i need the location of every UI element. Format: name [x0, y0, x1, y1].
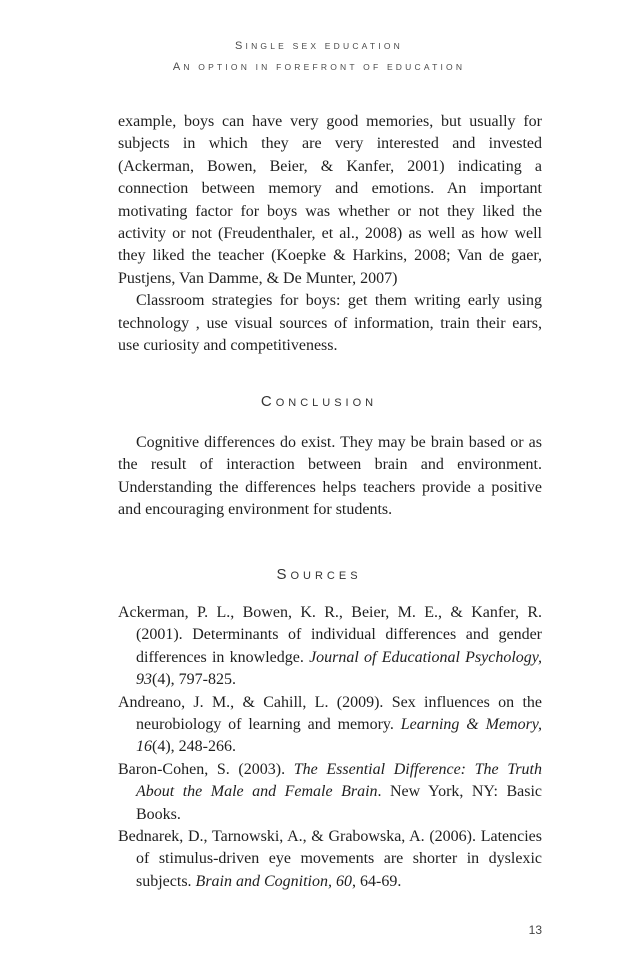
- reference-item: Bednarek, D., Tarnowski, A., & Grabowska, A. (2006). Latencies of stimulus-driven eye movements are shorter in dyslexic subjects. Brain and Cognition, 60, 64-69.: [118, 828, 542, 890]
- header-subtitle-rest: N OPTION IN FOREFRONT OF EDUCATION: [183, 62, 466, 72]
- intro-paragraph-2: Classroom strategies for boys: get them writing early using technology , use visual sources of information, train their ears, use curiosity and competitiveness.: [118, 292, 542, 355]
- conclusion-heading-rest: ONCLUSION: [275, 397, 378, 409]
- running-header-subtitle: [0, 61, 638, 73]
- conclusion-paragraph: Cognitive differences do exist. They may be brain based or as the result of interaction between brain and environment. Understanding the differences helps teachers provide a positive and encouraging environment for students.: [118, 434, 542, 519]
- reference-list: [118, 602, 542, 893]
- conclusion-heading: [0, 393, 638, 410]
- page-number: 13: [528, 923, 542, 937]
- intro-section: [118, 111, 542, 357]
- conclusion-section: [118, 432, 542, 522]
- header-title-initial: S: [234, 40, 246, 52]
- sources-heading: [0, 566, 638, 583]
- conclusion-heading-initial: C: [260, 393, 276, 410]
- reference-item: Ackerman, P. L., Bowen, K. R., Beier, M. E., & Kanfer, R. (2001). Determinants of individual differences and gender differences in knowledge. Journal of Educational Psychology, 93(4), 797-825.: [118, 604, 543, 689]
- intro-paragraph-1: example, boys can have very good memories, but usually for subjects in which they are very interested and invested (Ackerman, Bowen, Beier, & Kanfer, 2001) indicating a connection between memory and emotions. An important motivating factor for boys was whether or not they liked the activity or not (Freudenthaler, et al., 2008) as well as how well they liked the teacher (Koepke & Harkins, 2008; Van de gaer, Pustjens, Van Damme, & De Munter, 2007): [118, 113, 542, 287]
- reference-item: Andreano, J. M., & Cahill, L. (2009). Sex influences on the neurobiology of learning and memory. Learning & Memory, 16(4), 248-266.: [118, 693, 543, 756]
- sources-heading-rest: OURCES: [290, 570, 362, 582]
- header-title-rest: INGLE SEX EDUCATION: [245, 41, 403, 51]
- sources-heading-initial: S: [276, 566, 291, 583]
- header-subtitle-initial: A: [172, 61, 184, 73]
- reference-item: Baron-Cohen, S. (2003). The Essential Difference: The Truth About the Male and Female Brain. New York, NY: Basic Books.: [118, 760, 543, 823]
- running-header-title: [0, 40, 638, 52]
